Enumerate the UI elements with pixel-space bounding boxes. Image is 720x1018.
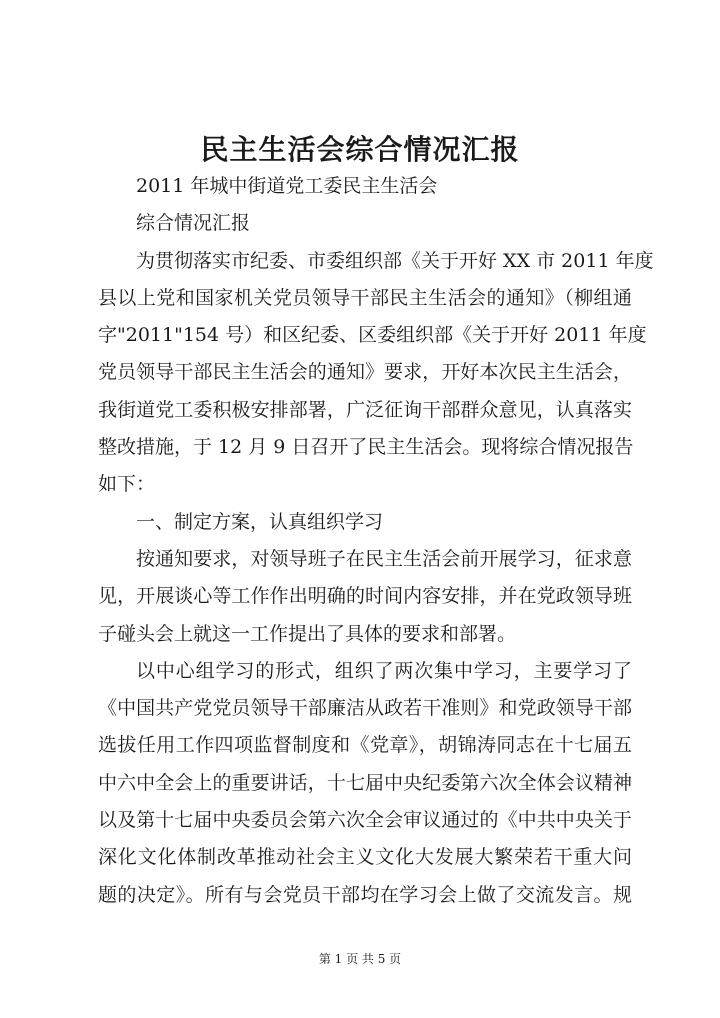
text-line: 综合情况汇报 [136,212,251,235]
text-line: 中六中全会上的重要讲话，十七届中央纪委第六次全体会议精神 [98,771,632,794]
text-line: 以及第十七届中央委员会第六次全会审议通过的《中共中央关于 [98,809,632,832]
text-line: 字"2011"154 号）和区纪委、区委组织部《关于开好 2011 年度 [98,324,647,347]
text-line: 深化文化体制改革推动社会主义文化大发展大繁荣若干重大问 [98,846,632,869]
text-line: 一、制定方案，认真组织学习 [136,510,384,533]
text-line: 我街道党工委积极安排部署，广泛征询干部群众意见，认真落实 [98,398,632,421]
text-line: 《中国共产党党员领导干部廉洁从政若干准则》和党政领导干部 [98,697,632,720]
text-line: 题的决定》。所有与会党员干部均在学习会上做了交流发言。规 [98,883,632,906]
text-line: 县以上党和国家机关党员领导干部民主生活会的通知》（柳组通 [98,286,632,309]
text-line: 2011 年城中街道党工委民主生活会 [136,175,438,197]
text-line: 整改措施，于 12 月 9 日召开了民主生活会。现将综合情况报告 [98,436,634,459]
text-line: 为贯彻落实市纪委、市委组织部《关于开好 XX 市 2011 年度 [136,249,654,272]
text-line: 子碰头会上就这一工作提出了具体的要求和部署。 [98,622,517,645]
page-footer: 第 1 页 共 5 页 [318,952,402,966]
text-line: 见，开展谈心等工作作出明确的时间内容安排，并在党政领导班 [98,585,632,608]
document-body [98,168,654,914]
document-title: 民主生活会综合情况汇报 [200,133,520,166]
text-line: 按通知要求，对领导班子在民主生活会前开展学习，征求意 [136,547,632,570]
text-line: 以中心组学习的形式，组织了两次集中学习，主要学习了 [136,659,632,682]
text-line: 党员领导干部民主生活会的通知》要求，开好本次民主生活会， [98,361,632,384]
text-line: 如下： [98,473,156,496]
text-line: 选拔任用工作四项监督制度和《党章》，胡锦涛同志在十七届五 [98,734,632,757]
